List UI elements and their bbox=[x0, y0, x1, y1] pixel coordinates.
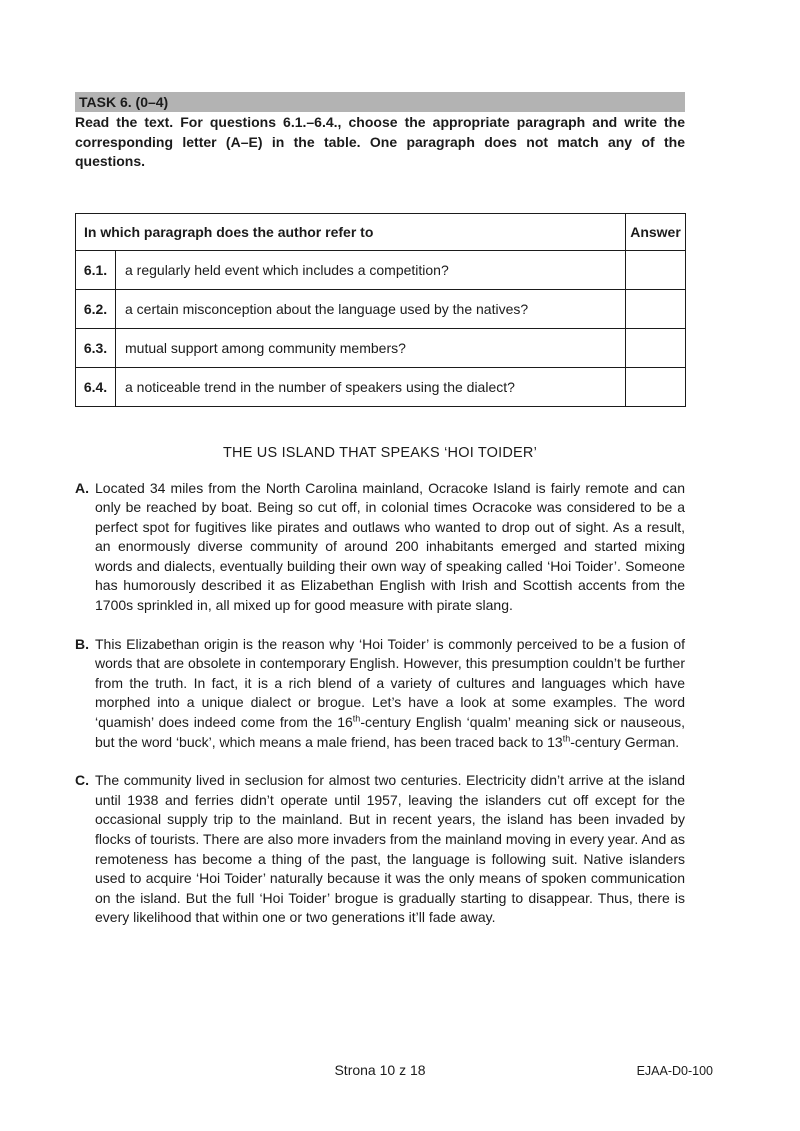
question-text: a regularly held event which includes a competition? bbox=[116, 250, 626, 289]
table-row bbox=[76, 367, 686, 406]
table-header-row bbox=[76, 213, 686, 250]
table-header-answer: Answer bbox=[626, 213, 686, 250]
paragraph-b bbox=[75, 635, 685, 753]
table-row bbox=[76, 328, 686, 367]
table-header-question: In which paragraph does the author refer to bbox=[76, 213, 626, 250]
footer-document-code: EJAA-D0-100 bbox=[636, 1064, 713, 1078]
paragraph-text: The community lived in seclusion for almost two centuries. Electricity didn’t arrive at the island until 1938 and ferries didn’t operate until 1957, leaving the islanders cut off except for the occasional supply trip to the mainland. But in recent years, the island has been invaded by flocks of tourists. There are also more invaders from the mainland moving in every year. And as remoteness has become a thing of the past, the language is following suit. Native islanders used to acquire ‘Hoi Toider’ naturally because it was the only means of spoken communication on the island. But the full ‘Hoi Toider’ brogue is gradually starting to disappear. Thus, there is every likelihood that within one or two generations it’ll fade away. bbox=[95, 772, 685, 926]
answer-cell-6-1[interactable] bbox=[626, 250, 686, 289]
table-row bbox=[76, 250, 686, 289]
question-number: 6.4. bbox=[76, 367, 116, 406]
page-content bbox=[75, 0, 685, 947]
question-text: mutual support among community members? bbox=[116, 328, 626, 367]
reading-text-title: THE US ISLAND THAT SPEAKS ‘HOI TOIDER’ bbox=[222, 444, 538, 461]
question-number: 6.2. bbox=[76, 289, 116, 328]
question-text: a certain misconception about the language used by the natives? bbox=[116, 289, 626, 328]
paragraph-c bbox=[75, 771, 685, 928]
paragraph-text: Located 34 miles from the North Carolina mainland, Ocracoke Island is fairly remote and can only be reached by boat. Being so cut off, in colonial times Ocracoke was considered to be a perfect spot for fugitives like pirates and outlaws who wanted to drop out of sight. As a result, an enormously diverse community of around 200 inhabitants emerged and started mixing words and dialects, eventually building their own way of speaking called ‘Hoi Toider’. Someone has humorously described it as Elizabethan English with Irish and Scottish accents from the 1700s sprinkled in, all mixed up for good measure with pirate slang. bbox=[95, 479, 685, 614]
paragraph-label: C. bbox=[75, 772, 89, 789]
footer-page-number: Strona 10 z 18 bbox=[334, 1062, 426, 1078]
task-header-bar: TASK 6. (0–4) bbox=[75, 92, 685, 112]
answer-cell-6-3[interactable] bbox=[626, 328, 686, 367]
paragraph-a bbox=[75, 479, 685, 616]
answer-cell-6-2[interactable] bbox=[626, 289, 686, 328]
paragraph-label: A. bbox=[75, 479, 89, 496]
question-number: 6.1. bbox=[76, 250, 116, 289]
task-instructions: Read the text. For questions 6.1.–6.4., choose the appropriate paragraph and write the corresponding letter (A–E) in the table. One paragraph does not match any of the questions. bbox=[75, 114, 685, 169]
answer-cell-6-4[interactable] bbox=[626, 367, 686, 406]
questions-table bbox=[75, 213, 686, 407]
paragraph-label: B. bbox=[75, 635, 89, 652]
table-row bbox=[76, 289, 686, 328]
paragraph-text: This Elizabethan origin is the reason why ‘Hoi Toider’ is commonly perceived to be a fusion of words that are obsolete in contemporary English. However, this presumption couldn’t be further from the truth. In fact, it is a rich blend of a variety of cultures and languages which have morphed into a unique dialect or brogue. Let’s have a look at some examples. The word ‘quamish’ does indeed come from the 16th-century English ‘qualm’ meaning sick or nauseous, but the word ‘buck’, which means a male friend, has been traced back to 13th-century German. bbox=[95, 635, 686, 750]
question-number: 6.3. bbox=[76, 328, 116, 367]
question-text: a noticeable trend in the number of speakers using the dialect? bbox=[116, 367, 626, 406]
